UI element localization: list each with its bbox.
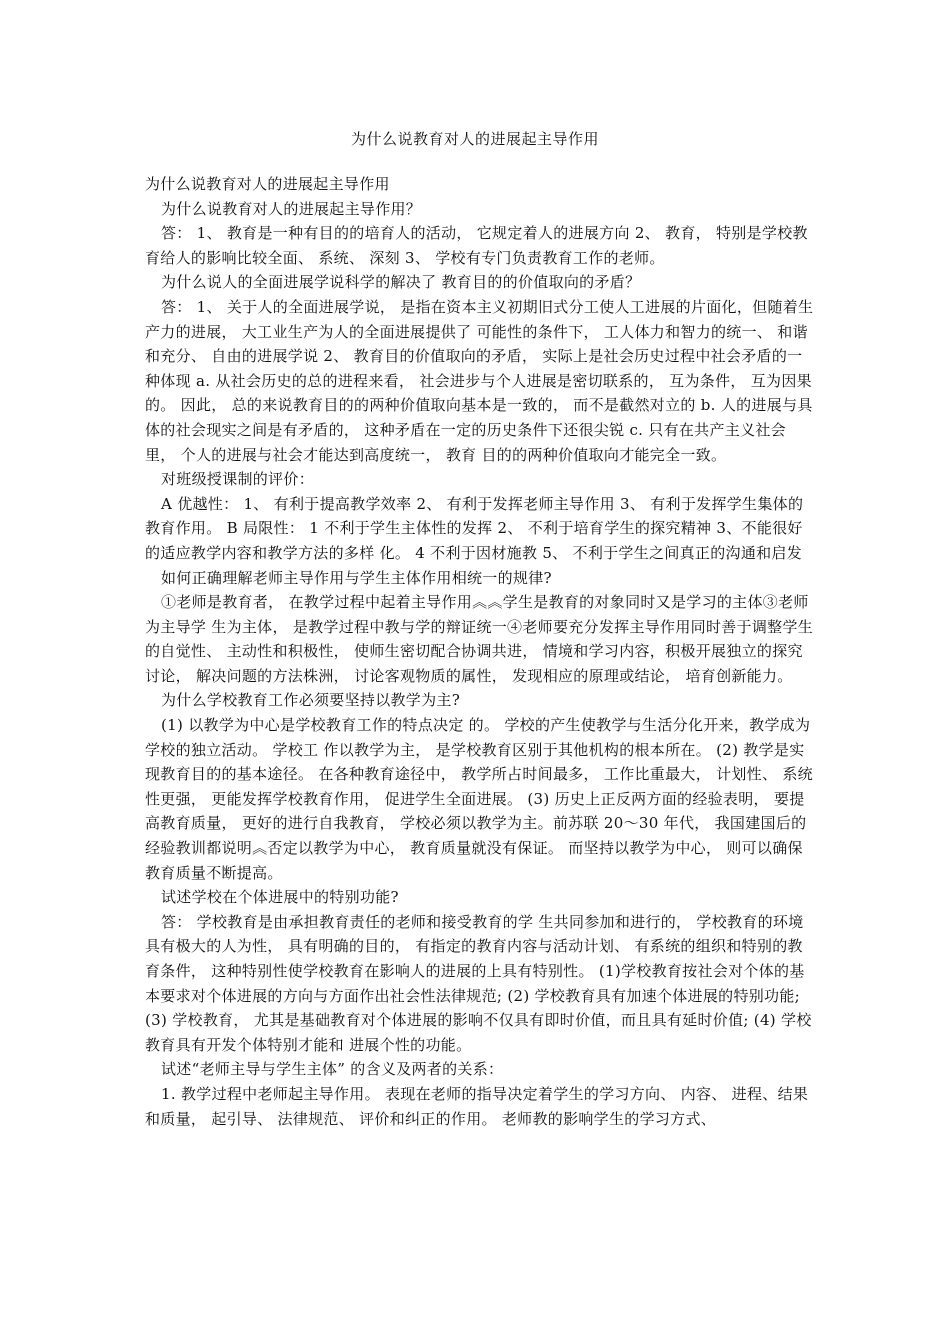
paragraph: 为什么说教育对人的进展起主导作用？: [161, 199, 422, 218]
paragraph: 试述“老师主导与学生主体” 的含义及两者的关系：: [161, 1060, 504, 1079]
paragraph: ①老师是教育者， 在教学过程中起着主导作用︽︽学生是教育的对象同时又是学习的主体③老师为主导学 生为主体， 是教学过程中教与学的辩证统一④老师要充分发挥主导作用同时善于调整学生的自觉性、 主动性和积极性， 使师生密切配合协调共进， 情境和学习内容，积极开展独立的探究讨论， 解决问题的方法株洲， 讨论客观物质的属性， 发现相应的原理或结论， 培育创新能力。: [145, 593, 814, 685]
paragraph: 答： 学校教育是由承担教育责任的老师和接受教育的学 生共同参加和进行的， 学校教育的环境具有极大的人为性， 具有明确的目的， 有指定的教育内容与活动计划、 有系统的组织和特别的教育条件， 这种特别性使学校教育在影响人的进展的上具有特别性。 (1)学校教育按社会对个体的基本要求对个体进展的方向与方面作出社会性法律规范; (2) 学校教育具有加速个体进展的特别功能; (3) 学校教育， 尤其是基础教育对个体进展的影响不仅具有即时价值，而且具有延时价值; (4) 学校教育具有开发个体特别才能和 进展个性的功能。: [145, 912, 812, 1054]
paragraph: 如何正确理解老师主导作用与学生主体作用相统一的规律?: [161, 568, 552, 587]
paragraph: 对班级授课制的评价：: [161, 470, 315, 489]
paragraph: 为什么学校教育工作必须要坚持以教学为主?: [161, 691, 461, 710]
paragraph: (1) 以教学为中心是学校教育工作的特点决定 的。 学校的产生使教学与生活分化开来，教学成为学校的独立活动。 学校工 作以教学为主， 是学校教育区别于其他机构的根本所在。 (2) 教学是实现教育目的的基本途径。 在各种教育途径中， 教学所占时间最多， 工作比重最大， 计划性、 系统性更强， 更能发挥学校教育作用， 促进学生全面进展。 (3) 历史上正反两方面的经验表明， 要提高教育质量， 更好的进行自我教育， 学校必须以教学为主。前苏联 20～30 年代， 我国建国后的经验教训都说明︽否定以教学为中心， 教育质量就没有保证。 而坚持以教学为中心， 则可以确保教育质量不断提高。: [145, 716, 813, 882]
paragraph: A 优越性： 1、 有利于提高教学效率 2、 有利于发挥老师主导作用 3、 有利于发挥学生集体的教育作用。 B 局限性： 1 不利于学生主体性的发挥 2、 不利于培育学生的探究精神 3、不能很好的适应教学内容和教学方法的多样 化。 4 不利于因材施教 5、 不利于学生之间真正的沟通和启发: [145, 494, 804, 562]
paragraph: 答： 1、 教育是一种有目的的培育人的活动， 它规定着人的进展方向 2、 教育， 特别是学校教育给人的影响比较全面、 系统、 深刻 3、 学校有专门负责教育工作的老师。: [145, 224, 808, 267]
paragraph: 1. 教学过程中老师起主导作用。 表现在老师的指导决定着学生的学习方向、 内容、 进程、结果和质量， 起引导、 法律规范、 评价和纠正的作用。 老师教的影响学生的学习方式、: [145, 1084, 809, 1128]
page-title: 为什么说教育对人的进展起主导作用: [350, 130, 599, 148]
paragraph: 答： 1、 关于人的全面进展学说， 是指在资本主义初期旧式分工使人工进展的片面化，但随着生产力的进展， 大工业生产为人的全面进展提供了 可能性的条件下， 工人体力和智力的统一、 和谐和充分、 自由的进展学说 2、 教育目的价值取向的矛盾， 实际上是社会历史过程中社会矛盾的一种体现 a. 从社会历史的总的进程来看， 社会进步与个人进展是密切联系的， 互为条件， 互为因果的。 因此， 总的来说教育目的的两种价值取向基本是一致的， 而不是截然对立的 b. 人的进展与具体的社会现实之间是有矛盾的， 这种矛盾在一定的历史条件下还很尖锐 c. 只有在共产主义社会里， 个人的进展与社会才能达到高度统一， 教育 目的的两种价值取向才能完全一致。: [145, 297, 814, 464]
document-body: [145, 172, 815, 1131]
paragraph: 试述学校在个体进展中的特别功能?: [161, 888, 399, 907]
paragraph: 为什么说教育对人的进展起主导作用: [145, 175, 390, 193]
paragraph: 为什么说人的全面进展学说科学的解决了 教育目的的价值取向的矛盾？: [161, 273, 641, 292]
